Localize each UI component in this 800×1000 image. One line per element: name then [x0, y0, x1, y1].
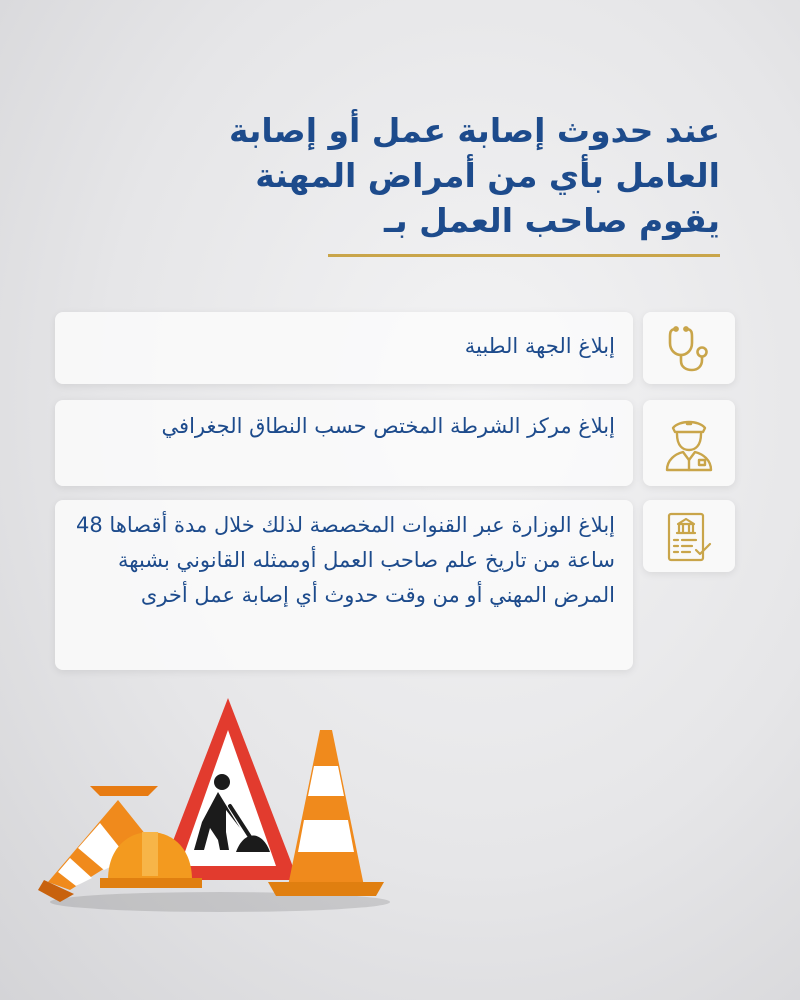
item-icon-card-ministry: [643, 500, 735, 572]
page-title: [200, 108, 720, 243]
title-divider: [328, 254, 720, 257]
title-line-1: عند حدوث إصابة عمل أو إصابة: [229, 111, 720, 150]
title-line-3: يقوم صاحب العمل بـ: [383, 201, 720, 240]
item-icon-card-medical: [643, 312, 735, 384]
title-line-2: العامل بأي من أمراض المهنة: [255, 156, 720, 195]
item-text-medical: إبلاغ الجهة الطبية: [464, 334, 615, 358]
stethoscope-icon: [662, 321, 716, 375]
item-card-ministry: [55, 500, 633, 670]
police-officer-icon: [661, 414, 717, 472]
ministry-report-icon: [664, 508, 714, 564]
item-icon-card-police: [643, 400, 735, 486]
item-card-police: [55, 400, 633, 486]
item-text-police: إبلاغ مركز الشرطة المختص حسب النطاق الجغرافي: [161, 414, 615, 438]
item-card-medical: [55, 312, 633, 384]
item-text-ministry: إبلاغ الوزارة عبر القنوات المخصصة لذلك خلال مدة أقصاها 48 ساعة من تاريخ علم صاحب العمل أوممثله القانوني بشبهة المرض المهني أو من وقت حدوث أي إصابة عمل أخرى: [76, 513, 615, 607]
construction-illustration: [30, 690, 410, 920]
